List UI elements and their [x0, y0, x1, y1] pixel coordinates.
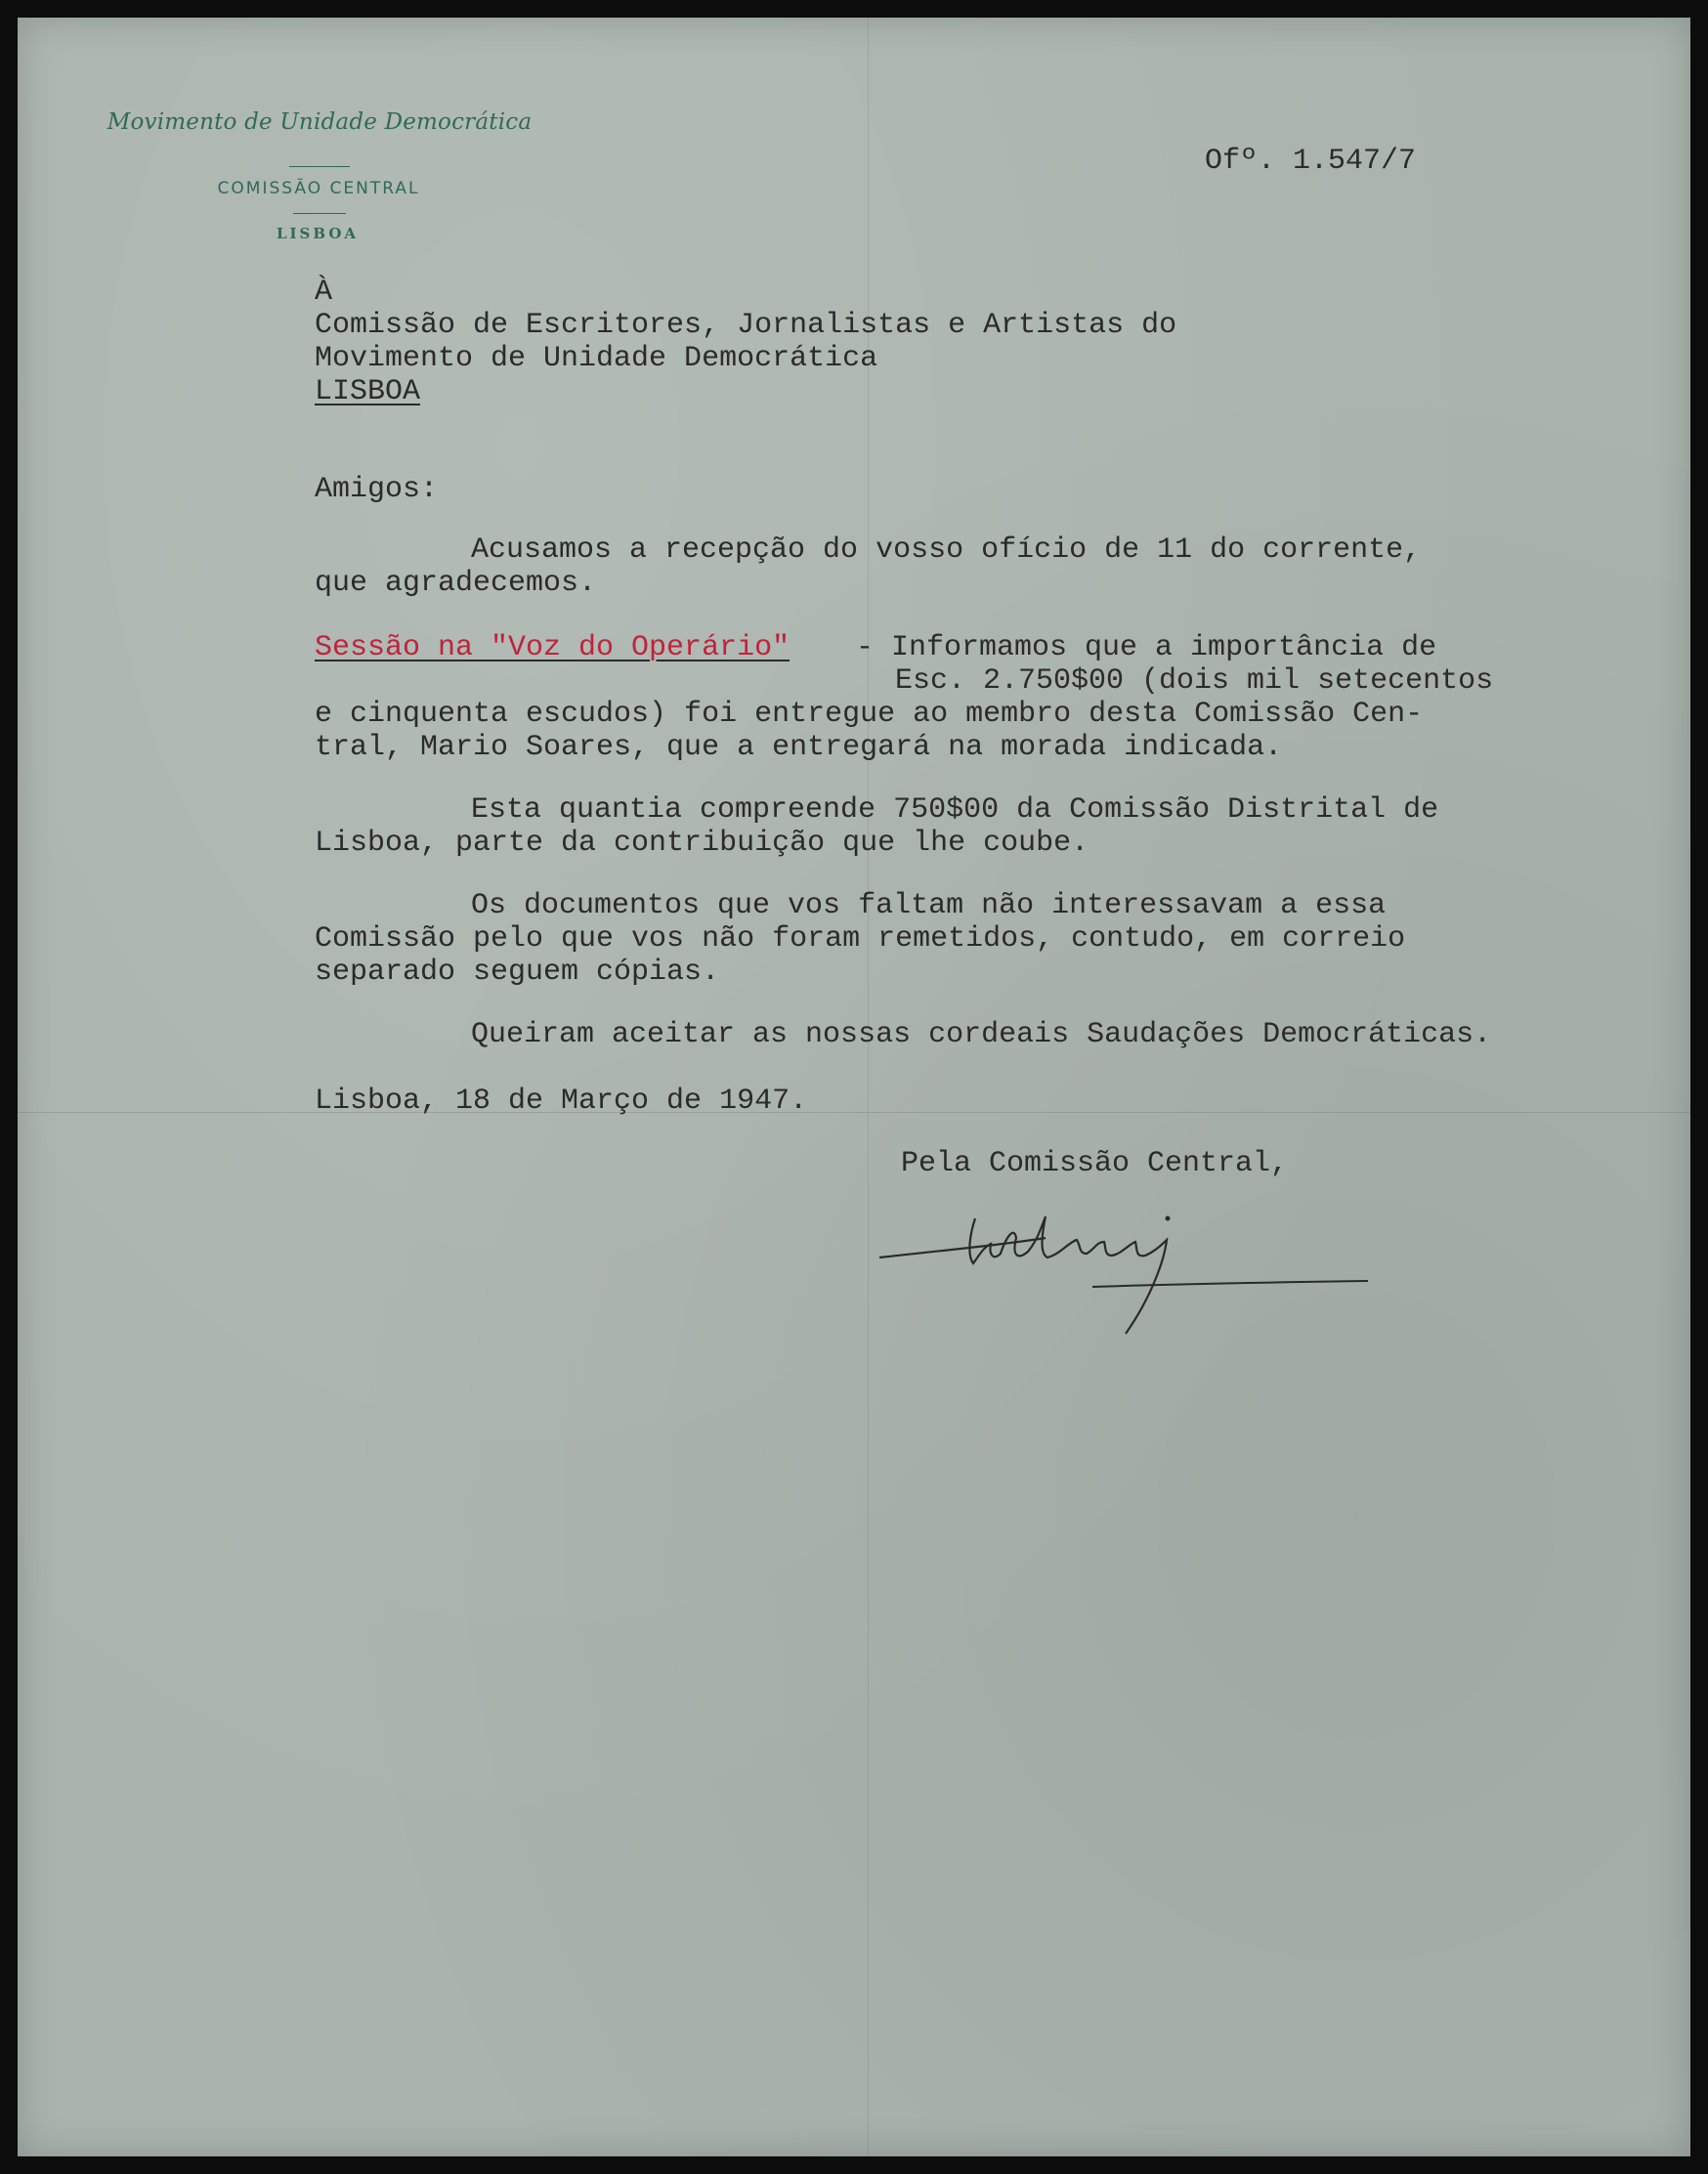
paragraph-2-line-4: tral, Mario Soares, que a entregará na morada indicada. — [315, 731, 1283, 764]
paragraph-3-line-1: Esta quantia compreende 750$00 da Comissão Distrital de — [471, 793, 1439, 827]
letterhead-movement-name: Movimento de Unidade Democrática — [107, 109, 533, 135]
paragraph-2-line-2: Esc. 2.750$00 (dois mil setecentos — [895, 664, 1494, 698]
paragraph-2-line-3: e cinquenta escudos) foi entregue ao membro desta Comissão Cen- — [315, 698, 1424, 731]
recipient-city: LISBOA — [315, 375, 421, 408]
letterhead-rule-bottom — [293, 213, 346, 214]
recipient-prefix: À — [315, 276, 333, 309]
paragraph-2-heading: Sessão na "Voz do Operário" — [315, 631, 790, 664]
paragraph-1-line-1: Acusamos a recepção do vosso ofício de 11 do corrente, — [471, 533, 1422, 567]
letterhead-city: LISBOA — [276, 225, 360, 242]
letterhead-commission: COMISSÃO CENTRAL — [217, 179, 420, 198]
closing: Pela Comissão Central, — [901, 1147, 1289, 1180]
greeting: Amigos: — [315, 473, 439, 506]
recipient-line-1: Comissão de Escritores, Jornalistas e Artistas do — [315, 309, 1177, 342]
paper-fold-horizontal — [18, 1112, 1690, 1113]
paragraph-5-line-1: Queiram aceitar as nossas cordeais Saudações Democráticas. — [471, 1018, 1492, 1051]
reference-number: Ofº. 1.547/7 — [1205, 145, 1417, 178]
paragraph-4-line-3: separado seguem cópias. — [315, 956, 720, 989]
paragraph-3-line-2: Lisboa, parte da contribuição que lhe coube. — [315, 827, 1089, 860]
date-line: Lisboa, 18 de Março de 1947. — [315, 1085, 808, 1118]
handwritten-signature — [860, 1197, 1388, 1343]
paragraph-1-line-2: que agradecemos. — [315, 567, 597, 600]
paragraph-4-line-2: Comissão pelo que vos não foram remetidos, contudo, em correio — [315, 922, 1406, 956]
recipient-line-2: Movimento de Unidade Democrática — [315, 342, 878, 375]
paragraph-2-line-1: - Informamos que a importância de — [838, 631, 1437, 664]
paragraph-4-line-1: Os documentos que vos faltam não interessavam a essa — [471, 889, 1387, 922]
letterhead-rule-top — [289, 166, 350, 167]
